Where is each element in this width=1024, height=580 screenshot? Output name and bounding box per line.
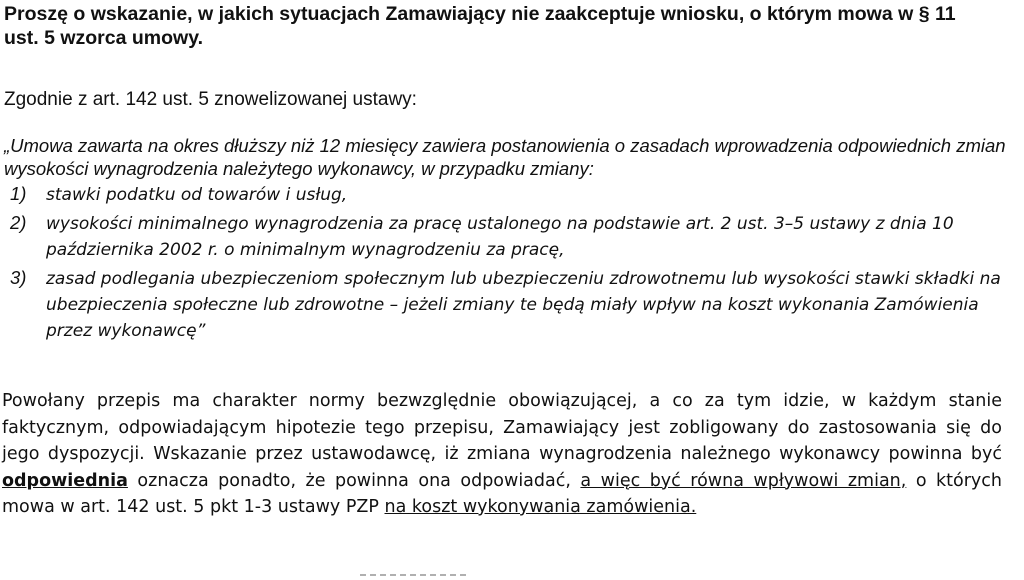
para-text-1: Powołany przepis ma charakter normy bezwzględnie obowiązującej, a co za tym idzie, w każdym stanie faktycznym, odpowiadającym hipotezie tego przepisu, Zamawiający jest zobligowany do zastosowania się do jego dyspozycji. Wskazanie przez ustawodawcę, iż zmiana wynagrodzenia należnego wykonawcy powinna być [2, 391, 1002, 464]
list-number: 1) [10, 183, 27, 204]
quote-list-item [4, 182, 1014, 208]
quote-lead: „Umowa zawarta na okres dłuższy niż 12 miesięcy zawiera postanowienia o zasadach wprowadzenia odpowiednich zmian wysokości wynagrodzenia należytego wykonawcy, w przypadku zmiany: [4, 135, 1006, 179]
quote-list-item [4, 266, 1014, 344]
question-heading: Proszę o wskazanie, w jakich sytuacjach Zamawiający nie zaakceptuje wniosku, o którym mowa w § 11 ust. 5 wzorca umowy. [4, 3, 956, 49]
scan-artifact [360, 574, 470, 576]
quote-list-item [4, 211, 1014, 263]
para-text-2: oznacza ponadto, że powinna ona odpowiadać, [127, 470, 581, 491]
list-text: zasad podlegania ubezpieczeniom społecznym lub ubezpieczeniu zdrowotnemu lub wysokości stawki składki na ubezpieczenia społeczne lub zdrowotne – jeżeli zmiany te będą miały wpływ na koszt wykonania Zamówienia przez wykonawcę” [46, 269, 1001, 341]
underlined-phrase-2: na koszt wykonywania zamówienia. [384, 497, 697, 517]
underlined-phrase-1: a więc być równa wpływowi zmian, [580, 470, 907, 491]
emphasis-odpowiednia: odpowiednia [2, 470, 128, 491]
list-text: stawki podatku od towarów i usług, [46, 185, 348, 205]
list-text: wysokości minimalnego wynagrodzenia za pracę ustalonego na podstawie art. 2 ust. 3–5 ustawy z dnia 10 października 2002 r. o minimalnym wynagrodzeniu za pracę, [46, 214, 954, 260]
intro-line: Zgodnie z art. 142 ust. 5 znowelizowanej ustawy: [4, 89, 417, 110]
list-number: 3) [10, 267, 27, 288]
statute-quote [4, 134, 1014, 344]
list-number: 2) [10, 212, 27, 233]
commentary-paragraph [2, 388, 1002, 521]
para-text-3: o których mowa w art. 142 ust. 5 pkt 1-3 ustawy PZP [2, 470, 1002, 517]
